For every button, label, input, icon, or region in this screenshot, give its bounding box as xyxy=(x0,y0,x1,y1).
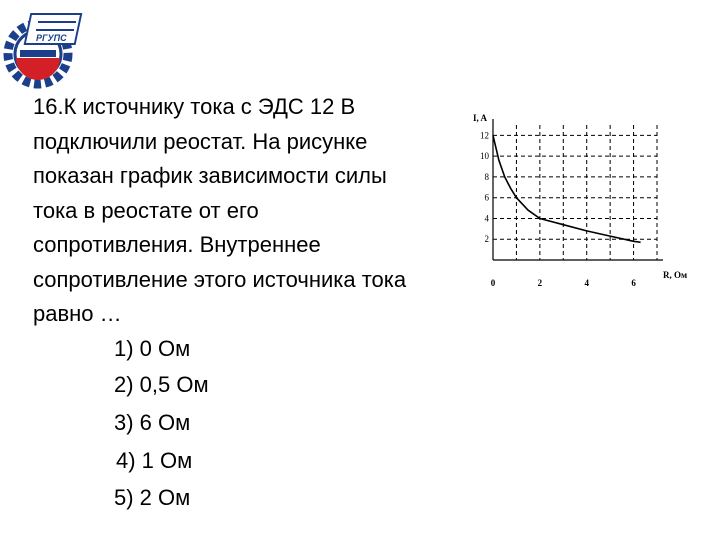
question-line: 16.К источнику тока с ЭДС 12 В xyxy=(33,94,356,119)
question-line: сопротивление этого источника тока xyxy=(33,266,407,292)
y-tick-label: 12 xyxy=(480,130,489,141)
answer-option-1[interactable]: 1) 0 Ом xyxy=(114,336,191,361)
current-resistance-chart xyxy=(468,110,698,300)
y-tick-label: 10 xyxy=(480,151,489,162)
question-line: подключили реостат. На рисунке xyxy=(33,128,368,154)
x-tick-label: 0 xyxy=(490,278,496,288)
y-tick-label: 6 xyxy=(484,192,489,203)
question-line: тока в реостате от его xyxy=(33,197,259,223)
answer-option-4[interactable]: 4) 1 Ом xyxy=(116,448,193,473)
x-tick-label: 6 xyxy=(631,278,636,288)
logo-text: РГУПС xyxy=(36,33,67,43)
question-line: сопротивления. Внутреннее xyxy=(33,232,321,257)
question-line: равно … xyxy=(33,301,122,326)
answer-option-2[interactable]: 2) 0,5 Ом xyxy=(114,372,209,397)
x-axis-label: R, Ом xyxy=(663,270,688,280)
question-line: показан график зависимости силы xyxy=(33,163,387,188)
question-text xyxy=(33,90,473,332)
answer-option-3[interactable]: 3) 6 Ом xyxy=(114,410,191,435)
x-tick-label: 4 xyxy=(584,278,589,288)
university-logo xyxy=(2,10,84,90)
logo-emblem-icon xyxy=(2,10,84,90)
y-tick-label: 4 xyxy=(484,213,489,224)
y-tick-label: 8 xyxy=(484,171,489,182)
x-tick-label: 2 xyxy=(537,278,543,288)
y-axis-label: I, A xyxy=(473,113,488,123)
chart-svg xyxy=(468,110,698,300)
y-tick-label: 2 xyxy=(484,234,489,245)
answer-option-5[interactable]: 5) 2 Ом xyxy=(114,485,191,510)
data-series-line xyxy=(493,135,641,242)
